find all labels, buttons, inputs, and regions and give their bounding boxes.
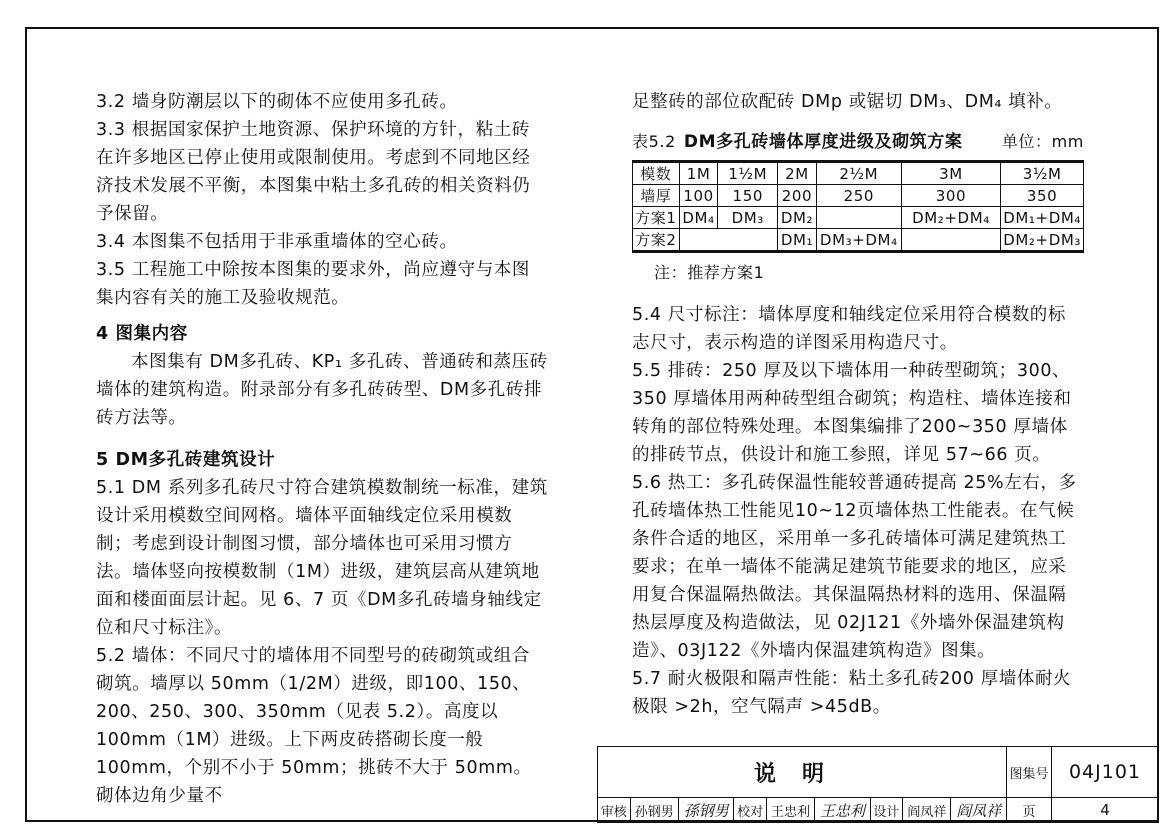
- table-cell: 2½M: [816, 162, 901, 185]
- section-5-heading: 5 DM多孔砖建筑设计: [96, 450, 276, 470]
- table-cell: DM₂+DM₄: [901, 207, 1001, 229]
- clause-5-1: 5.1 DM 系列多孔砖尺寸符合建筑模数制统一标准，建筑设计采用模数空间网格。墙体平面轴线定位采用模数制；考虑到设计制图习惯，部分墙体也可采用习惯方法。墙体竖向按模数制（1M）进级，建筑层高从建筑地面和楼面面层计起。见 6、7 页《DM多孔砖墙身轴线定位和尺寸标注》。: [96, 478, 548, 638]
- table-row-thickness: [633, 185, 1084, 207]
- sheet-title: 说明: [598, 747, 1007, 798]
- table-row-plan2: [633, 229, 1084, 252]
- table-row-plan1: [633, 207, 1084, 229]
- right-column: [632, 88, 1084, 721]
- atlas-number: 04J101: [1052, 747, 1159, 798]
- design-name: 阎凤祥: [903, 798, 951, 823]
- clause-5-7: 5.7 耐火极限和隔声性能：粘土多孔砖200 厚墙体耐火极限 >2h，空气隔声 >45dB。: [632, 669, 1072, 717]
- clause-3-5: 3.5 工程施工中除按本图集的要求外，尚应遵守与本图集内容有关的施工及验收规范。: [96, 260, 530, 308]
- section-4-body: 本图集有 DM多孔砖、KP₁ 多孔砖、普通砖和蒸压砖墙体的建筑构造。附录部分有多孔砖砖型、DM多孔砖排砖方法等。: [96, 352, 548, 428]
- table-cell: 350: [1001, 185, 1084, 207]
- table-cell: DM₁+DM₄: [1001, 207, 1084, 229]
- table-note: 注：推荐方案1: [654, 263, 765, 282]
- table-cell: 墙厚: [633, 185, 680, 207]
- table-cell: 150: [718, 185, 778, 207]
- table-cell: 1½M: [718, 162, 778, 185]
- table-cell: 方案1: [633, 207, 680, 229]
- page-number: 4: [1052, 798, 1159, 823]
- table-cell: DM₃+DM₄: [816, 229, 901, 252]
- table-unit: 单位：mm: [1001, 132, 1084, 151]
- clause-5-2-continued: 足整砖的部位砍配砖 DMp 或锯切 DM₃、DM₄ 填补。: [632, 92, 1063, 112]
- check-label: 校对: [734, 798, 767, 823]
- check-signature: 王忠利: [815, 798, 870, 823]
- page-label: 页: [1007, 798, 1052, 823]
- table-cell: 1M: [679, 162, 718, 185]
- table-cell: 2M: [778, 162, 817, 185]
- clause-3-3: 3.3 根据国家保护土地资源、保护环境的方针，粘土砖在许多地区已停止使用或限制使用。考虑到不同地区经济技术发展不平衡，本图集中粘土多孔砖的相关资料仍予保留。: [96, 120, 531, 224]
- table-number: 表5.2: [632, 132, 676, 151]
- review-name: 孙钢男: [630, 798, 678, 823]
- table-cell: DM₁: [778, 229, 817, 252]
- wall-thickness-table: [632, 160, 1084, 253]
- left-column: [96, 88, 548, 810]
- table-title: DM多孔砖墙体厚度进级及砌筑方案: [683, 132, 963, 152]
- table-cell: [816, 207, 901, 229]
- clause-5-4: 5.4 尺寸标注：墙体厚度和轴线定位采用符合模数的标志尺寸，表示构造的详图采用构造尺寸。: [632, 305, 1066, 353]
- table-cell: 3M: [901, 162, 1001, 185]
- atlas-number-label: 图集号: [1007, 747, 1052, 798]
- table-cell: 100: [679, 185, 718, 207]
- clause-5-2: 5.2 墙体：不同尺寸的墙体用不同型号的砖砌筑或组合砌筑。墙厚以 50mm（1/2M）进级，即100、150、200、250、300、350mm（见表 5.2）。高度以100mm（1M）进级。上下两皮砖搭砌长度一般100mm，个别不小于 50mm；挑砖不大于 50mm。砌体边角少量不: [96, 646, 532, 806]
- table-cell: 3½M: [1001, 162, 1084, 185]
- table-cell: [901, 229, 1001, 252]
- table-cell: 方案2: [633, 229, 680, 252]
- table-cell: 模数: [633, 162, 680, 185]
- check-name: 王忠利: [766, 798, 814, 823]
- table-caption: [632, 128, 1084, 156]
- clause-5-5: 5.5 排砖：250 厚及以下墙体用一种砖型砌筑；300、350 厚墙体用两种砖型组合砌筑；构造柱、墙体连接和转角的部位特殊处理。本图集编排了200~350 厚墙体的排砖节点，供设计和施工参照，详见 57~66 页。: [632, 361, 1072, 465]
- review-label: 审核: [598, 798, 631, 823]
- table-cell: 250: [816, 185, 901, 207]
- design-label: 设计: [870, 798, 903, 823]
- table-cell: DM₃: [718, 207, 778, 229]
- design-signature: 阎凤祥: [951, 798, 1007, 823]
- table-cell: 300: [901, 185, 1001, 207]
- table-row-modulus: [633, 162, 1084, 185]
- clause-5-6: 5.6 热工：多孔砖保温性能较普通砖提高 25%左右，多孔砖墙体热工性能见10~12页墙体热工性能表。在气候条件合适的地区，采用单一多孔砖墙体可满足建筑热工要求；在单一墙体不能满足建筑节能要求的地区，应采用复合保温隔热做法。其保温隔热材料的选用、保温隔热层厚度及构造做法，见 02J121《外墙外保温建筑构造》、03J122《外墙内保温建筑构造》图集。: [632, 473, 1077, 661]
- title-block: [597, 746, 1159, 822]
- table-cell: 200: [778, 185, 817, 207]
- table-cell: DM₂+DM₃: [1001, 229, 1084, 252]
- clause-3-2: 3.2 墙身防潮层以下的砌体不应使用多孔砖。: [96, 92, 458, 112]
- table-cell: DM₄: [679, 207, 718, 229]
- review-signature: 孫钢男: [678, 798, 733, 823]
- table-cell: DM₂: [778, 207, 817, 229]
- clause-3-4: 3.4 本图集不包括用于非承重墙体的空心砖。: [96, 232, 458, 252]
- section-4-heading: 4 图集内容: [96, 324, 188, 344]
- table-cell: [679, 229, 777, 252]
